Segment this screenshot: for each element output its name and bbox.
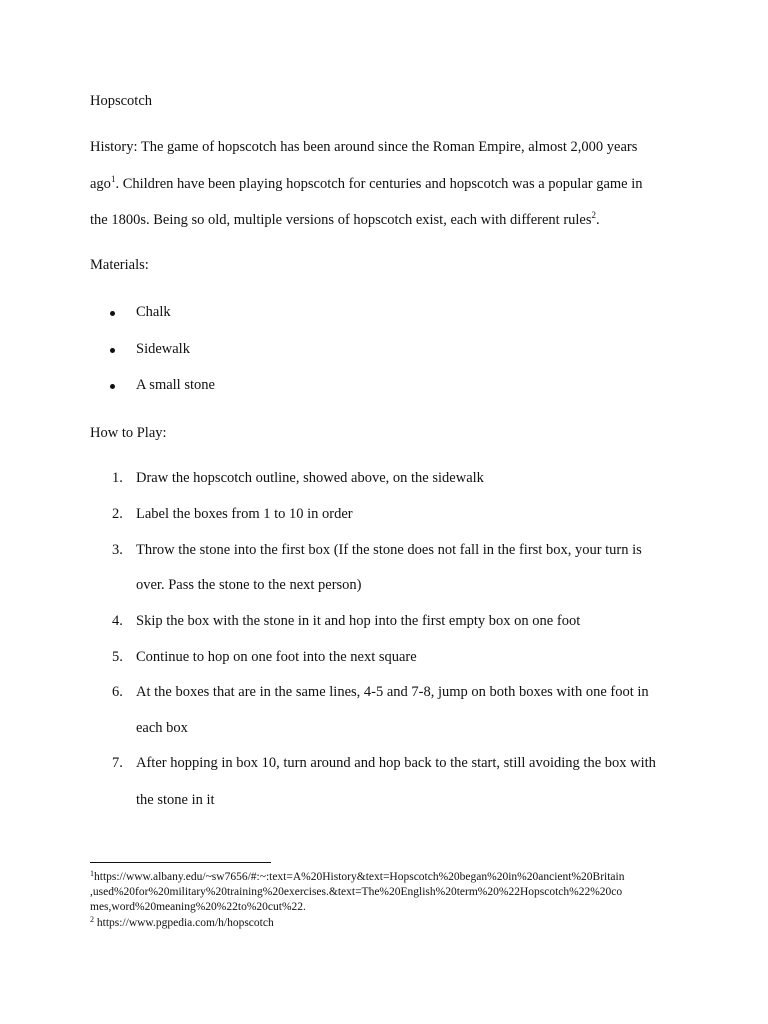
step-text: Skip the box with the stone in it and hop into the first empty box on one foot [136, 613, 581, 629]
footnote-ref-2[interactable]: 2 [591, 210, 597, 220]
footnote-number: 2 [90, 915, 94, 924]
history-text: ago [90, 176, 111, 192]
history-line-1: History: The game of hopscotch has been around since the Roman Empire, almost 2,000 years [90, 139, 638, 155]
step-text: Throw the stone into the first box (If the stone does not fall in the first box, your turn is [136, 542, 642, 558]
step-number: 6. [112, 684, 123, 700]
step-text: over. Pass the stone to the next person) [136, 577, 362, 593]
step-number: 5. [112, 649, 123, 665]
history-text: . [596, 212, 600, 228]
material-item-label: A small stone [136, 377, 215, 393]
how-to-play-heading: How to Play: [90, 425, 167, 441]
footnote-link[interactable]: https://www.albany.edu/~sw7656/#:~:text=A%20History&text=Hopscotch%20began%20in%20ancient%20Britain [94, 871, 625, 883]
footnote-1 [90, 870, 624, 885]
footnote-2 [90, 916, 274, 931]
footnote-separator [90, 862, 271, 863]
step-number: 7. [112, 755, 123, 771]
history-text: the 1800s. Being so old, multiple versions of hopscotch exist, each with different rules [90, 212, 592, 228]
step-text: After hopping in box 10, turn around and hop back to the start, still avoiding the box with [136, 755, 656, 771]
bullet-icon [110, 348, 115, 353]
history-line-3 [90, 212, 600, 229]
step-text: each box [136, 720, 188, 736]
history-text: . Children have been playing hopscotch for centuries and hopscotch was a popular game in [115, 176, 643, 192]
step-text: Draw the hopscotch outline, showed above, on the sidewalk [136, 470, 484, 486]
step-text: Label the boxes from 1 to 10 in order [136, 506, 353, 522]
footnote-ref-1[interactable]: 1 [110, 174, 116, 184]
step-number: 1. [112, 470, 123, 486]
step-text: Continue to hop on one foot into the next square [136, 649, 417, 665]
step-number: 2. [112, 506, 123, 522]
materials-heading: Materials: [90, 257, 149, 273]
footnote-number: 1 [90, 869, 94, 878]
step-number: 3. [112, 542, 123, 558]
footnote-1-line-3[interactable]: mes,word%20meaning%20%22to%20cut%22. [90, 901, 306, 913]
step-text: At the boxes that are in the same lines, 4-5 and 7-8, jump on both boxes with one foot in [136, 684, 649, 700]
bullet-icon [110, 384, 115, 389]
footnote-1-line-2[interactable]: ,used%20for%20military%20training%20exercises.&text=The%20English%20term%20%22Hopscotch%22%20co [90, 886, 623, 898]
bullet-icon [110, 311, 115, 316]
history-line-2 [90, 176, 643, 193]
material-item-label: Sidewalk [136, 341, 190, 357]
footnote-link[interactable]: https://www.pgpedia.com/h/hopscotch [94, 917, 274, 929]
step-number: 4. [112, 613, 123, 629]
material-item-label: Chalk [136, 304, 171, 320]
document-title: Hopscotch [90, 93, 153, 109]
step-text: the stone in it [136, 792, 215, 808]
